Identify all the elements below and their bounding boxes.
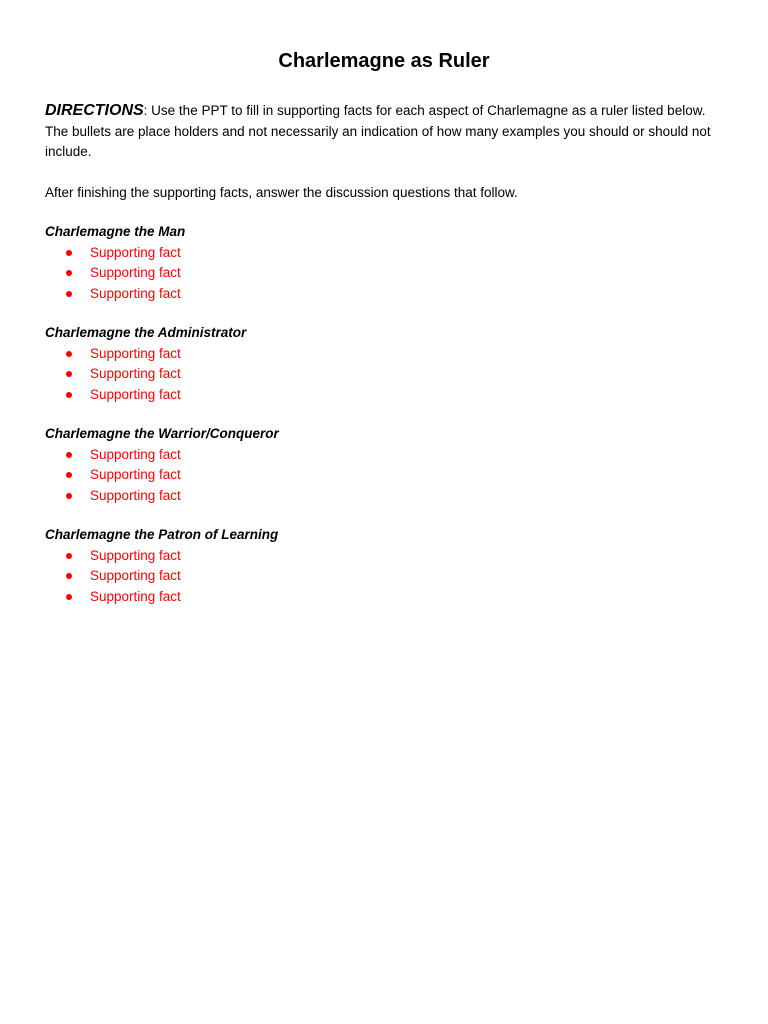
fact-text: Supporting fact — [90, 285, 181, 301]
list-item — [45, 284, 725, 305]
list-item — [45, 566, 725, 587]
bullet-icon — [66, 270, 72, 276]
fact-list — [45, 445, 725, 507]
section-warrior-conqueror — [45, 424, 725, 506]
bullet-icon — [66, 493, 72, 499]
fact-text: Supporting fact — [90, 547, 181, 563]
directions-text: : Use the PPT to fill in supporting facts for each aspect of Charlemagne as a ruler listed below. The bullets are place holders and not necessarily an indication of how many examples you should or should not include. — [45, 103, 711, 159]
fact-list — [45, 344, 725, 406]
list-item — [45, 587, 725, 608]
fact-text: Supporting fact — [90, 386, 181, 402]
section-patron-of-learning — [45, 525, 725, 607]
bullet-icon — [66, 573, 72, 579]
fact-text: Supporting fact — [90, 265, 181, 280]
fact-text: Supporting fact — [90, 244, 181, 260]
list-item — [45, 263, 725, 284]
section-heading: Charlemagne the Patron of Learning — [45, 527, 279, 542]
section-heading: Charlemagne the Administrator — [45, 325, 247, 340]
fact-text: Supporting fact — [90, 588, 181, 604]
section-heading: Charlemagne the Man — [45, 224, 186, 239]
list-item — [45, 486, 725, 507]
page-title: Charlemagne as Ruler — [278, 50, 490, 72]
bullet-icon — [66, 371, 72, 377]
bullet-icon — [66, 291, 72, 297]
fact-text: Supporting fact — [90, 568, 181, 583]
fact-text: Supporting fact — [90, 366, 181, 381]
bullet-icon — [66, 392, 72, 398]
section-administrator — [45, 323, 725, 405]
list-item — [45, 465, 725, 486]
document-body — [45, 101, 725, 607]
fact-text: Supporting fact — [90, 446, 181, 462]
directions-paragraph — [45, 101, 725, 163]
after-instructions: After finishing the supporting facts, answer the discussion questions that follow. — [45, 184, 518, 200]
fact-text: Supporting fact — [90, 487, 181, 503]
bullet-icon — [66, 452, 72, 458]
list-item — [45, 445, 725, 466]
bullet-icon — [66, 472, 72, 478]
fact-list — [45, 243, 725, 305]
bullet-icon — [66, 250, 72, 256]
section-heading: Charlemagne the Warrior/Conqueror — [45, 426, 279, 441]
list-item — [45, 243, 725, 264]
list-item — [45, 385, 725, 406]
list-item — [45, 546, 725, 567]
section-man — [45, 222, 725, 304]
bullet-icon — [66, 351, 72, 357]
list-item — [45, 364, 725, 385]
bullet-icon — [66, 594, 72, 600]
fact-text: Supporting fact — [90, 345, 181, 361]
directions-label: DIRECTIONS — [45, 102, 144, 119]
fact-list — [45, 546, 725, 608]
list-item — [45, 344, 725, 365]
bullet-icon — [66, 553, 72, 559]
fact-text: Supporting fact — [90, 467, 181, 482]
